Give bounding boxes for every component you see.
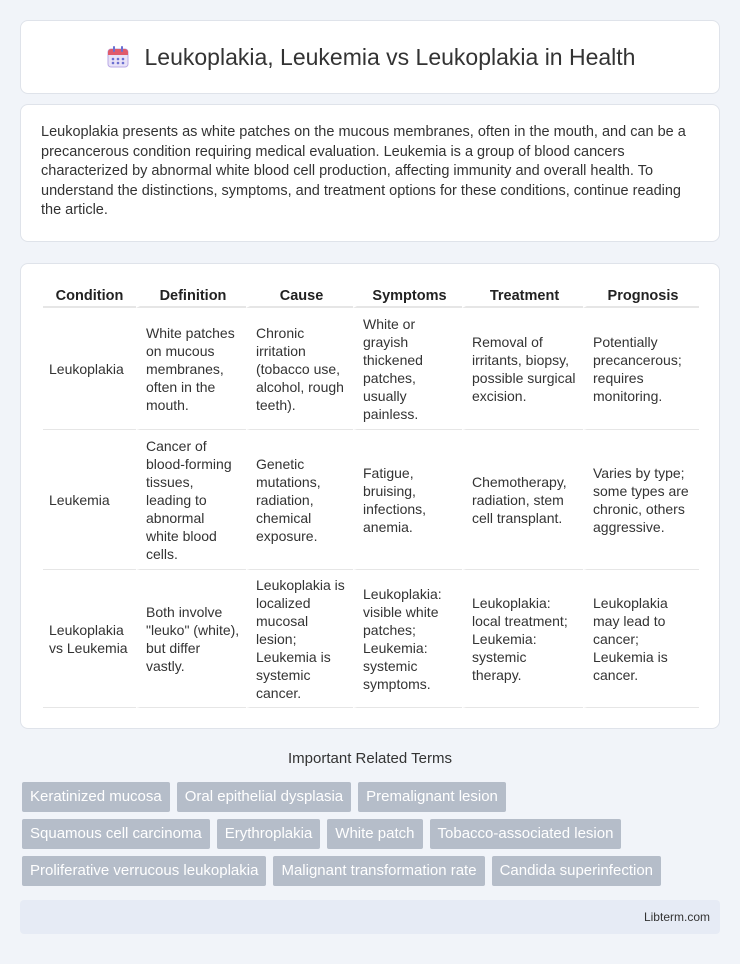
- table-cell: White patches on mucous membranes, often in the mouth.: [136, 308, 246, 430]
- term-tag[interactable]: Oral epithelial dysplasia: [177, 782, 351, 812]
- table-header-row: [43, 282, 699, 308]
- table-cell: Leukoplakia vs Leukemia: [43, 570, 136, 708]
- table-cell: Fatigue, bruising, infections, anemia.: [353, 430, 462, 570]
- table-cell: Genetic mutations, radiation, chemical exposure.: [246, 430, 353, 570]
- table-row: [43, 308, 699, 430]
- column-header: Treatment: [462, 282, 583, 308]
- column-header: Symptoms: [353, 282, 462, 308]
- tag-row: [22, 782, 722, 812]
- term-tag[interactable]: Tobacco-associated lesion: [430, 819, 622, 849]
- term-tag[interactable]: Proliferative verrucous leukoplakia: [22, 856, 266, 886]
- tag-row: [22, 856, 722, 886]
- footer-brand-link[interactable]: Libterm.com: [643, 910, 710, 924]
- intro-text: Leukoplakia presents as white patches on the mucous membranes, often in the mouth, and can be a precancerous condition requiring medical evaluation. Leukemia is a group of blood cancers characterized by abnormal white blood cell production, affecting immunity and overall health. To understand the distinctions, symptoms, and treatment options for these conditions, continue reading the article.: [41, 124, 686, 219]
- term-tag[interactable]: Malignant transformation rate: [273, 856, 484, 886]
- column-header: Prognosis: [583, 282, 699, 308]
- table-cell: Leukoplakia: local treatment; Leukemia: systemic therapy.: [462, 570, 583, 708]
- term-tag[interactable]: Erythroplakia: [217, 819, 321, 849]
- term-tag[interactable]: Candida superinfection: [492, 856, 661, 886]
- table-cell: Leukoplakia: [43, 308, 136, 430]
- table-cell: Chemotherapy, radiation, stem cell transplant.: [462, 430, 583, 570]
- header-card: [20, 20, 720, 94]
- term-tag[interactable]: Squamous cell carcinoma: [22, 819, 210, 849]
- related-terms-title: Important Related Terms: [288, 750, 452, 767]
- calendar-icon: [105, 44, 131, 70]
- footer: [20, 900, 720, 934]
- term-tag[interactable]: White patch: [327, 819, 422, 849]
- table-cell: Removal of irritants, biopsy, possible surgical excision.: [462, 308, 583, 430]
- table-cell: Leukemia: [43, 430, 136, 570]
- table-cell: Cancer of blood-forming tissues, leading to abnormal white blood cells.: [136, 430, 246, 570]
- table-cell: Potentially precancerous; requires monitoring.: [583, 308, 699, 430]
- table-cell: Leukoplakia: visible white patches; Leukemia: systemic symptoms.: [353, 570, 462, 708]
- column-header: Definition: [136, 282, 246, 308]
- related-terms-list: [22, 782, 722, 893]
- term-tag[interactable]: Premalignant lesion: [358, 782, 506, 812]
- column-header: Cause: [246, 282, 353, 308]
- table-cell: White or grayish thickened patches, usually painless.: [353, 308, 462, 430]
- comparison-table-card: [20, 263, 720, 729]
- table-row: [43, 570, 699, 708]
- comparison-table: [43, 282, 699, 708]
- tag-row: [22, 819, 722, 849]
- table-cell: Chronic irritation (tobacco use, alcohol, rough teeth).: [246, 308, 353, 430]
- column-header: Condition: [43, 282, 136, 308]
- page-title: Leukoplakia, Leukemia vs Leukoplakia in Health: [144, 43, 636, 70]
- table-cell: Leukoplakia is localized mucosal lesion; Leukemia is systemic cancer.: [246, 570, 353, 708]
- term-tag[interactable]: Keratinized mucosa: [22, 782, 170, 812]
- table-cell: Leukoplakia may lead to cancer; Leukemia is cancer.: [583, 570, 699, 708]
- table-row: [43, 430, 699, 570]
- intro-card: [20, 104, 720, 242]
- table-cell: Both involve "leuko" (white), but differ vastly.: [136, 570, 246, 708]
- table-cell: Varies by type; some types are chronic, others aggressive.: [583, 430, 699, 570]
